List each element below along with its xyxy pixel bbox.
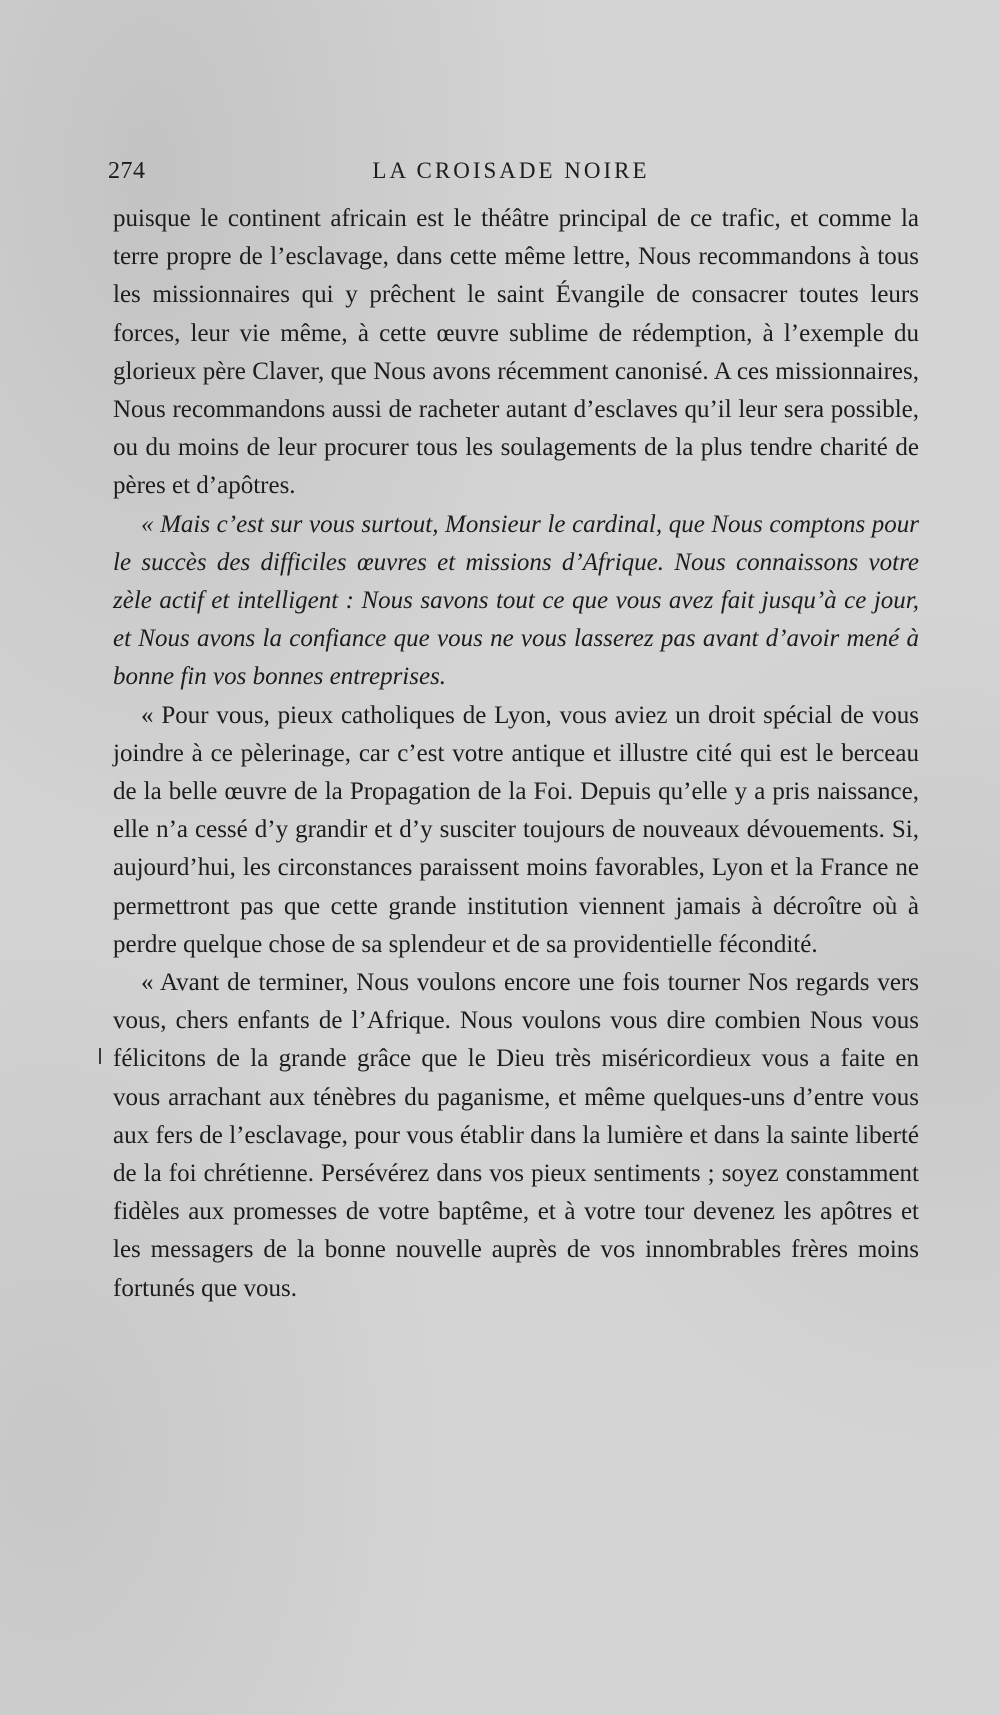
page-header bbox=[108, 158, 914, 188]
paragraph-4: « Avant de terminer, Nous voulons encore une fois tourner Nos regards vers vous, chers enfants de l’Afrique. Nous voulons vous dire combien Nous vous félicitons de la grande grâce que le Dieu très miséricordieux vous a faite en vous arrachant aux ténèbres du paganisme, et même quelques-uns d’entre vous aux fers de l’esclavage, pour vous établir dans la lumière et dans la sainte liberté de la foi chrétienne. Persévérez dans vos pieux sentiments ; soyez constamment fidèles aux promesses de votre baptême, et à votre tour devenez les apôtres et les messagers de la bonne nouvelle auprès de vos innombrables frères moins fortunés que vous. bbox=[113, 969, 919, 1302]
margin-mark bbox=[99, 1048, 101, 1064]
paragraph-1: puisque le continent africain est le théâtre principal de ce trafic, et comme la terre propre de l’esclavage, dans cette même lettre, Nous recommandons à tous les missionnaires qui y prêchent le saint Évangile de consacrer toutes leurs forces, leur vie même, à cette œuvre sublime de rédemption, à l’exemple du glorieux père Claver, que Nous avons récemment canonisé. A ces missionnaires, Nous recommandons aussi de racheter autant d’esclaves qu’il leur sera possible, ou du moins de leur procurer tous les soulagements de la plus tendre charité de pères et d’apôtres. bbox=[113, 205, 919, 500]
paragraph-3: « Pour vous, pieux catholiques de Lyon, vous aviez un droit spécial de vous joindre à ce pèlerinage, car c’est votre antique et illustre cité qui est le berceau de la belle œuvre de la Propagation de la Foi. Depuis qu’elle y a pris naissance, elle n’a cessé d’y grandir et d’y susciter toujours de nouveaux dévouements. Si, aujourd’hui, les circonstances paraissent moins favorables, Lyon et la France ne permettront pas que cette grande institution viennent jamais à décroître où à perdre quelque chose de sa splendeur et de sa providentielle fécondité. bbox=[113, 701, 919, 958]
body-text bbox=[113, 200, 919, 1308]
paragraph-2: « Mais c’est sur vous surtout, Monsieur le cardinal, que Nous comptons pour le succès des difficiles œuvres et missions d’Afrique. Nous connaissons votre zèle actif et intelligent : Nous savons tout ce que vous avez fait jusqu’à ce jour, et Nous avons la confiance que vous ne vous lasserez pas avant d’avoir mené à bonne fin vos bonnes entreprises. bbox=[113, 510, 919, 691]
running-title: LA CROISADE NOIRE bbox=[372, 158, 650, 183]
page-number: 274 bbox=[108, 158, 146, 184]
